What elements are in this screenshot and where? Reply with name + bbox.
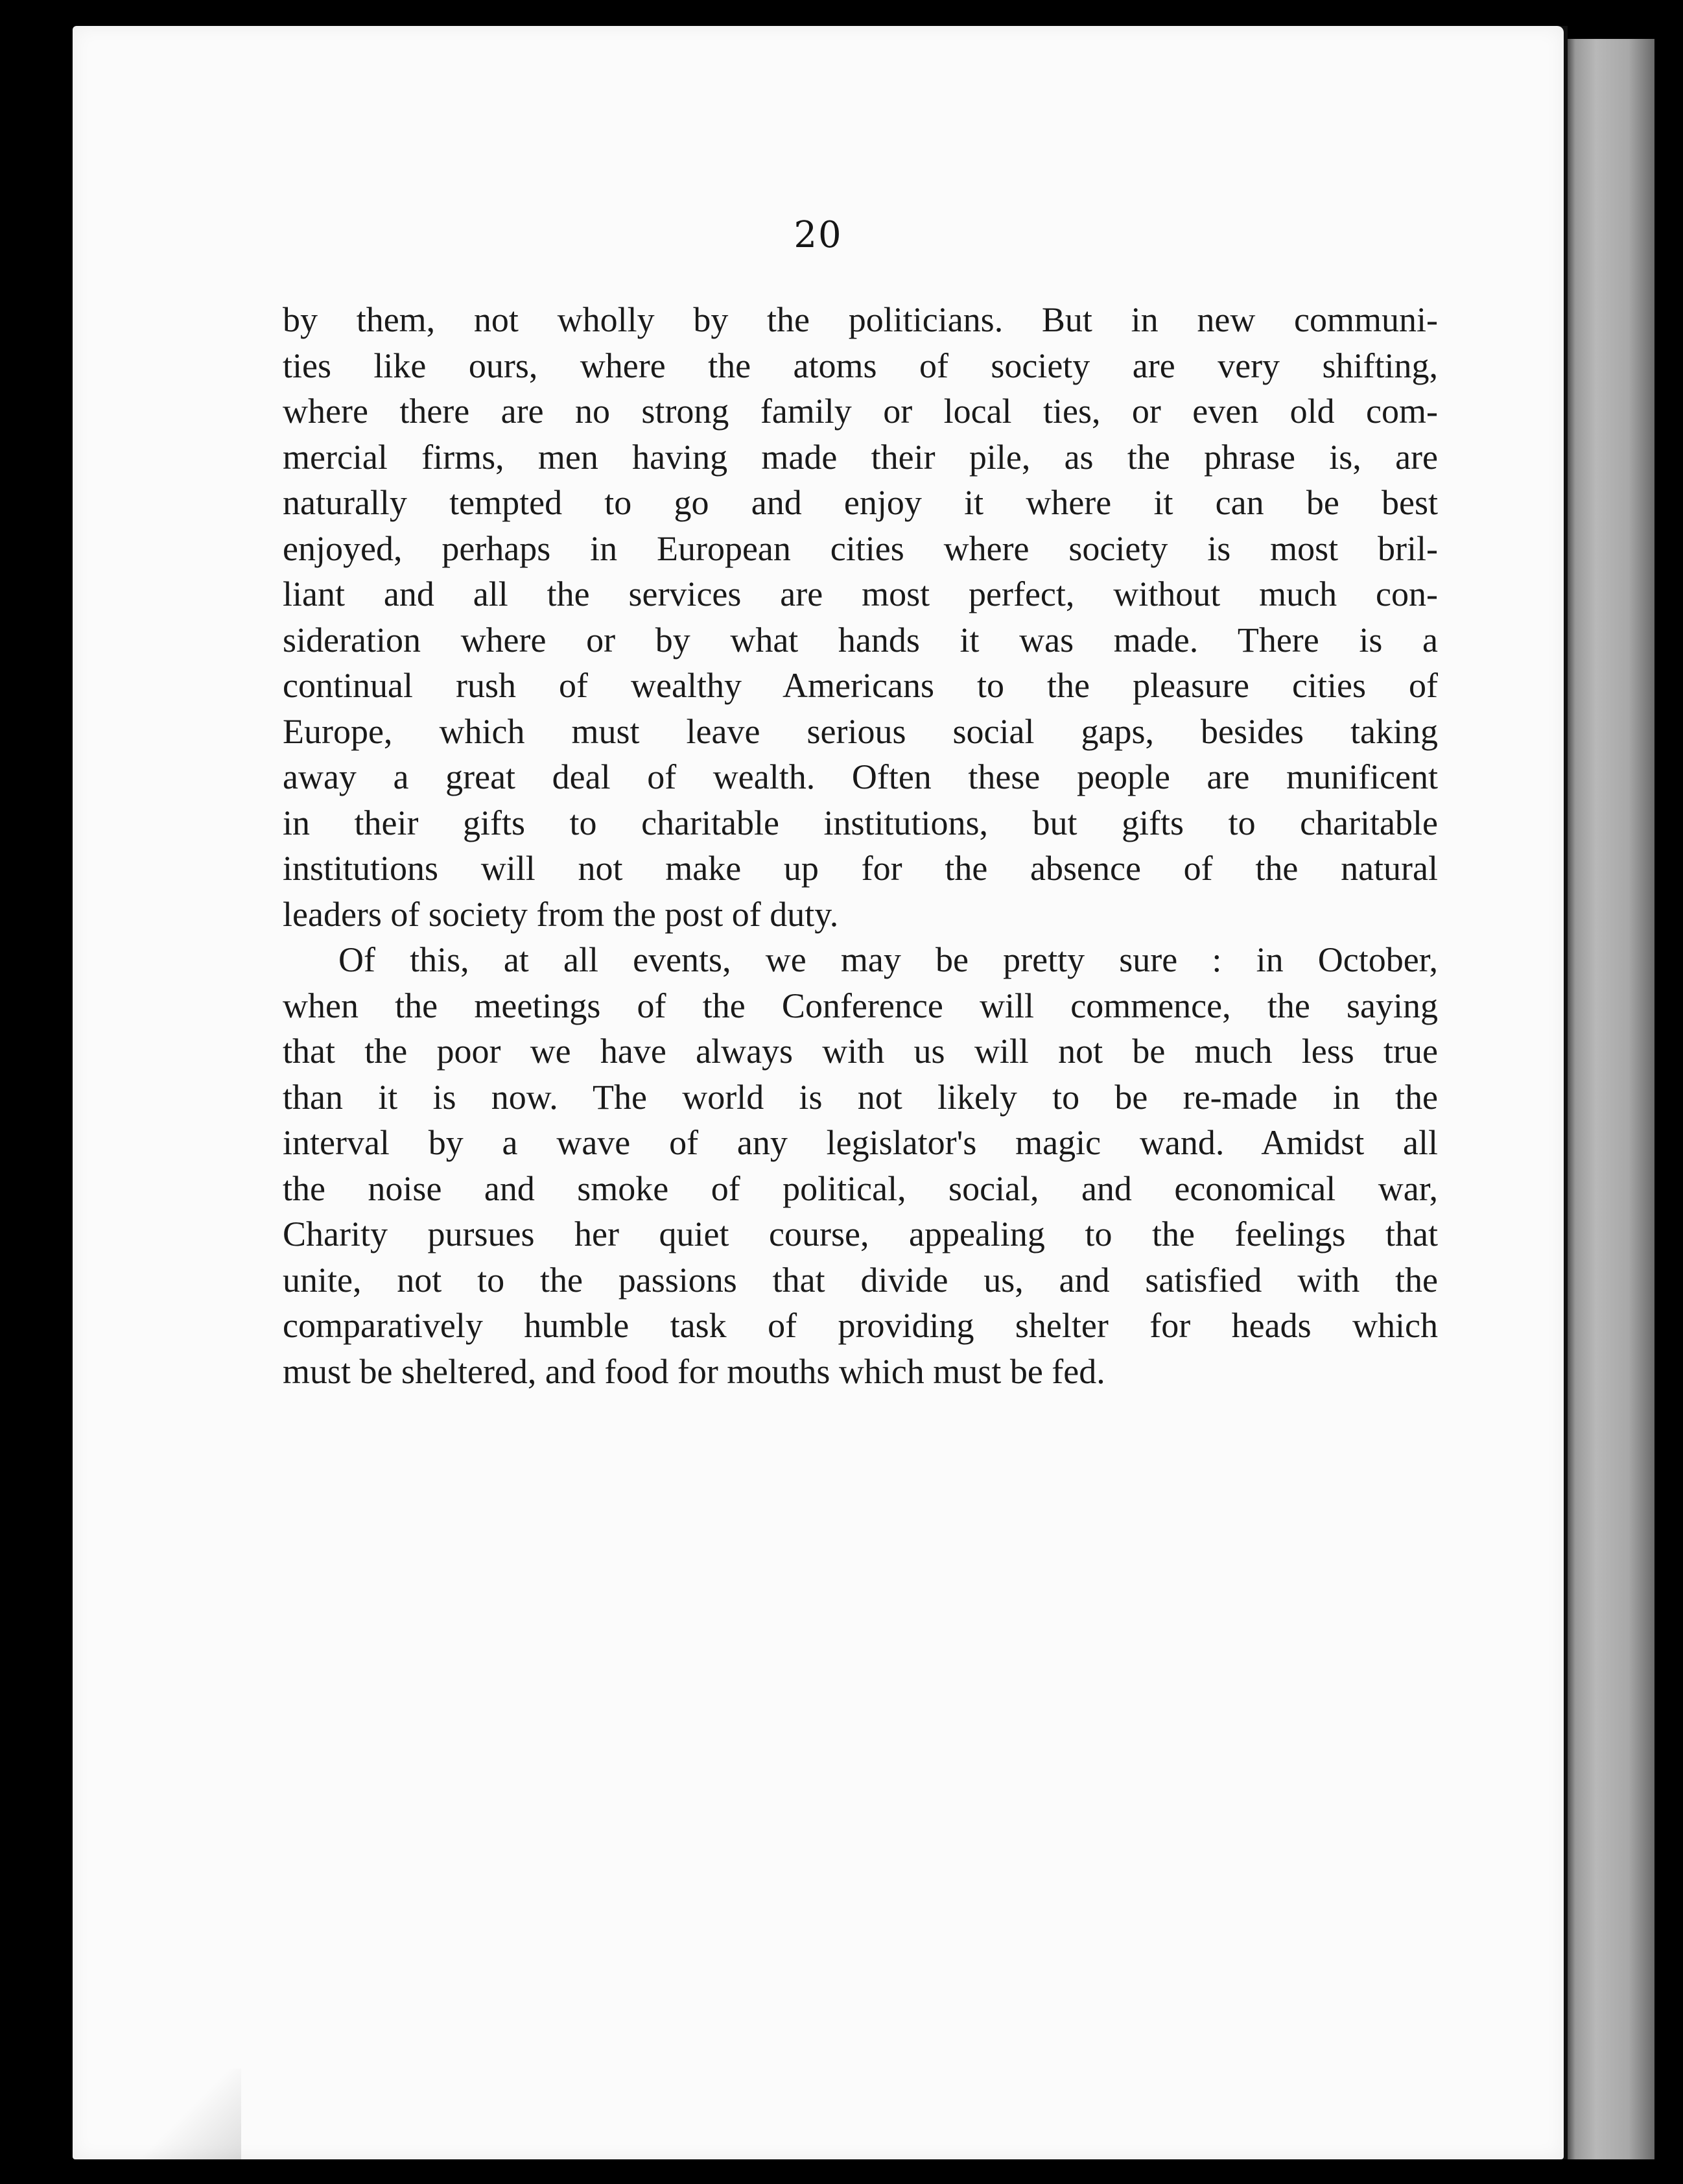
adjacent-page-edge [1564,39,1654,2159]
text-line: where there are no strong family or local ties, or even old com- [283,392,1438,431]
text-line: in their gifts to charitable institutions, but gifts to charitable [283,803,1438,842]
page-number: 20 [794,214,843,256]
text-line: that the poor we have always with us will not be much less true [283,1032,1438,1071]
text-line: than it is now. The world is not likely to be re-made in the [283,1077,1438,1117]
text-line: liant and all the services are most perfect, without much con- [283,575,1438,613]
text-line: away a great deal of wealth. Often these people are munificent [283,757,1438,796]
text-line: must be sheltered, and food for mouths which must be fed. [283,1351,1105,1391]
text-line: Europe, which must leave serious social gaps, besides taking [283,711,1438,751]
text-line: sideration where or by what hands it was made. There is a [283,620,1438,659]
book-page [73,26,1564,2159]
text-line: unite, not to the passions that divide us, and satisfied with the [283,1260,1438,1300]
text-line: naturally tempted to go and enjoy it where it can be best [283,483,1438,522]
text-line: Of this, at all events, we may be pretty sure : in October, [338,940,1438,979]
text-line: continual rush of wealthy Americans to the pleasure cities of [283,666,1438,705]
text-line: comparatively humble task of providing shelter for heads which [283,1306,1438,1345]
text-line: by them, not wholly by the politicians. But in new communi- [283,300,1438,339]
text-line: institutions will not make up for the absence of the natural [283,849,1438,888]
text-line: leaders of society from the post of duty. [283,894,839,934]
text-line: enjoyed, perhaps in European cities where society is most bril- [283,528,1438,568]
page-body-text [283,297,1438,1394]
text-line: the noise and smoke of political, social, and economical war, [283,1169,1438,1208]
text-line: interval by a wave of any legislator's magic wand. Amidst all [283,1123,1438,1162]
text-line: ties like ours, where the atoms of society are very shifting, [283,346,1438,385]
text-line: Charity pursues her quiet course, appealing to the feelings that [283,1215,1438,1253]
text-line: when the meetings of the Conference will commence, the saying [283,986,1438,1025]
text-line: mercial firms, men having made their pile, as the phrase is, are [283,437,1438,477]
